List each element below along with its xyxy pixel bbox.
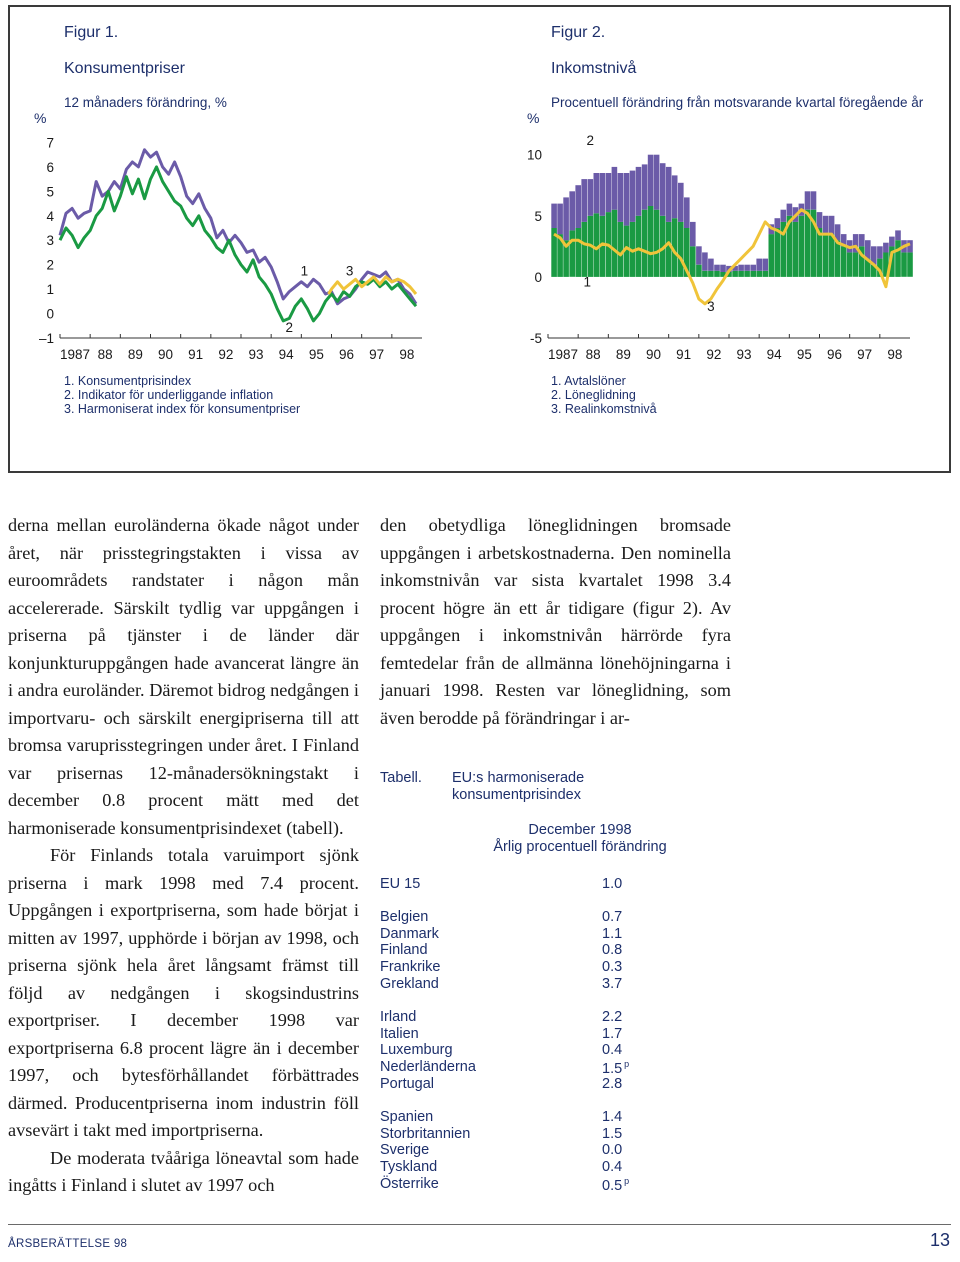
country-name: Portugal xyxy=(380,1075,435,1092)
legend-item-1: 1. Avtalslöner xyxy=(551,374,626,388)
inflation-value: 0.3 xyxy=(602,959,623,976)
country-name: Danmark xyxy=(380,925,439,942)
x-tick-label: 96 xyxy=(338,347,355,362)
y-tick-label: 4 xyxy=(46,208,54,224)
preliminary-marker: p xyxy=(624,1175,630,1186)
bar-loneglidning xyxy=(907,240,913,252)
x-tick-label: 91 xyxy=(188,347,204,362)
bar-avtalsloner xyxy=(769,234,775,277)
x-tick-label: 98 xyxy=(887,347,903,362)
bar-avtalsloner xyxy=(835,240,841,277)
bar-loneglidning xyxy=(618,173,624,222)
country-name: Finland xyxy=(380,942,428,959)
table-title-line: konsumentprisindex xyxy=(452,786,581,803)
country-name: Belgien xyxy=(380,909,429,925)
country-name: Grekland xyxy=(380,975,439,992)
bar-loneglidning xyxy=(781,210,787,222)
bar-loneglidning xyxy=(865,240,871,258)
body-column-right xyxy=(380,512,731,732)
inflation-value: 0.4 xyxy=(602,1042,623,1059)
bar-avtalsloner xyxy=(642,210,648,277)
figure1-title: Konsumentpriser xyxy=(64,60,185,77)
x-tick-label: 93 xyxy=(736,347,752,362)
country-name: Tyskland xyxy=(380,1159,438,1176)
bar-loneglidning xyxy=(756,259,762,271)
country-name: Österrike xyxy=(380,1175,439,1192)
bar-avtalsloner xyxy=(841,246,847,277)
series-annotation: 3 xyxy=(707,299,715,315)
bar-avtalsloner xyxy=(678,222,684,277)
y-tick-label: –1 xyxy=(38,331,54,346)
y-tick-label: 5 xyxy=(534,208,542,224)
x-tick-label: 92 xyxy=(706,347,722,362)
bar-loneglidning xyxy=(895,230,901,240)
bar-loneglidning xyxy=(648,155,654,206)
series-annotation: 2 xyxy=(586,132,594,148)
inflation-value: 0.5 $^p$ xyxy=(602,1175,630,1194)
y-tick-label: 6 xyxy=(46,159,54,175)
paragraph: derna mellan euroländerna ökade något under året, när prisstegringstakten i vissa av euroområdets randstater i någon mån accelererade. Särskilt tydlig var uppgången i priserna på tjänster i de länder där konjunkturuppgången hade avancerat längre än i andra euroländer. Däremot bidrog nedgången i importvaru- och särskilt energipriserna till att bromsa varuprisstegringen under året. I Finland var prisernas 12-månadersökningstakt i december 0.8 procent mätt med det harmoniserade konsumentprisindexet (tabell). xyxy=(8,515,359,838)
country-name: Luxemburg xyxy=(380,1042,453,1059)
inflation-value: 1.5 xyxy=(602,1125,623,1142)
bar-avtalsloner xyxy=(696,265,702,277)
country-name: Frankrike xyxy=(380,959,441,976)
bar-loneglidning xyxy=(744,265,750,271)
paragraph: De moderata tvååriga löneavtal som hade ingåtts i Finland i slutet av 1997 och xyxy=(8,1147,359,1195)
bar-avtalsloner xyxy=(907,252,913,276)
chart-subtitle: Procentuell förändring från motsvarande kvartal föregående år xyxy=(551,95,924,110)
legend-item-1: 1. Konsumentprisindex xyxy=(64,374,192,388)
bar-loneglidning xyxy=(690,222,696,246)
country-name: Irland xyxy=(380,1009,417,1025)
bar-loneglidning xyxy=(672,175,678,218)
bar-avtalsloner xyxy=(799,216,805,277)
country-name: Storbritannien xyxy=(380,1125,471,1142)
body-column-left xyxy=(8,512,359,1200)
country-name: Italien xyxy=(380,1025,419,1042)
figure2-label: Figur 2. xyxy=(551,24,606,41)
bar-loneglidning xyxy=(877,246,883,258)
series-annotation: 1 xyxy=(300,263,309,279)
legend-item-2: 2. Indikator för underliggande inflation xyxy=(64,388,274,402)
x-tick-label: 1987 xyxy=(59,347,91,362)
legend-item-2: 2. Löneglidning xyxy=(551,388,636,402)
x-tick-label: 90 xyxy=(645,347,662,362)
inflation-value: 0.8 xyxy=(602,942,623,959)
x-tick-label: 89 xyxy=(127,347,143,362)
bar-avtalsloner xyxy=(756,271,762,277)
x-tick-label: 88 xyxy=(585,347,601,362)
bar-loneglidning xyxy=(636,167,642,216)
bar-avtalsloner xyxy=(666,222,672,277)
bar-loneglidning xyxy=(684,197,690,228)
series-annotation: 3 xyxy=(345,263,354,279)
bar-loneglidning xyxy=(630,171,636,222)
bar-avtalsloner xyxy=(636,216,642,277)
footer-publication: ÅRSBERÄTTELSE 98 xyxy=(8,1238,128,1250)
bar-loneglidning xyxy=(787,204,793,216)
bar-avtalsloner xyxy=(847,252,853,276)
bar-avtalsloner xyxy=(750,271,756,277)
bar-loneglidning xyxy=(702,252,708,270)
bar-loneglidning xyxy=(678,183,684,222)
bar-loneglidning xyxy=(660,163,666,216)
preliminary-marker: p xyxy=(624,1059,630,1070)
bar-loneglidning xyxy=(823,216,829,234)
bar-avtalsloner xyxy=(612,210,618,277)
inflation-value: 1.7 xyxy=(602,1025,623,1042)
bar-avtalsloner xyxy=(895,240,901,277)
bar-avtalsloner xyxy=(823,234,829,277)
bar-avtalsloner xyxy=(738,271,744,277)
x-tick-label: 91 xyxy=(676,347,692,362)
bar-avtalsloner xyxy=(581,222,587,277)
page-number: 13 xyxy=(929,1230,950,1250)
paragraph: För Finlands totala varuimport sjönk priserna i mark 1998 med 7.4 procent. Uppgången i exportpriserna, som hade börjat i mitten av 1997, upphörde i början av 1998, och priserna sjönk hela året långsamt främst till följd av nedgången i skogsindustrins exportpriser. I december 1998 var exportpriserna 6.8 procent lägre än i december 1997, och bytesförhållandet förbättrades därmed. Producentpriserna inom industrin föll avsevärt i takt med importpriserna. xyxy=(8,845,359,1140)
bar-avtalsloner xyxy=(714,271,720,277)
bar-avtalsloner xyxy=(708,271,714,277)
bar-avtalsloner xyxy=(744,271,750,277)
bar-avtalsloner xyxy=(793,222,799,277)
bar-loneglidning xyxy=(624,173,630,226)
bar-loneglidning xyxy=(642,164,648,209)
bar-loneglidning xyxy=(883,243,889,253)
x-tick-label: 95 xyxy=(308,347,324,362)
chart-inkomstniva xyxy=(480,0,950,372)
bar-loneglidning xyxy=(817,212,823,228)
bar-loneglidning xyxy=(714,265,720,271)
bar-avtalsloner xyxy=(775,228,781,277)
bar-loneglidning xyxy=(738,265,744,271)
series-annotation: 2 xyxy=(285,319,294,335)
figure1-label: Figur 1. xyxy=(64,24,119,41)
bar-loneglidning xyxy=(829,216,835,234)
bar-loneglidning xyxy=(612,167,618,210)
inflation-value: 1.4 xyxy=(602,1109,623,1125)
bar-avtalsloner xyxy=(762,271,768,277)
bar-loneglidning xyxy=(859,234,865,246)
y-axis-label: % xyxy=(527,110,540,126)
table-header-line: Årlig procentuell förändring xyxy=(493,838,667,855)
y-tick-label: 0 xyxy=(534,269,542,285)
inflation-value: 1.5 $^p$ xyxy=(602,1059,630,1078)
bar-loneglidning xyxy=(811,191,817,209)
x-tick-label: 90 xyxy=(157,347,174,362)
series-annotation: 1 xyxy=(583,274,591,290)
x-tick-label: 96 xyxy=(826,347,843,362)
footer-rule xyxy=(8,1224,951,1225)
table-title-line: EU:s harmoniserade xyxy=(452,770,585,786)
country-name: Spanien xyxy=(380,1109,434,1125)
legend-item-3: 3. Harmoniserat index för konsumentpriser xyxy=(64,402,301,416)
bar-avtalsloner xyxy=(654,210,660,277)
figure2-legend xyxy=(551,374,657,416)
inflation-value: 0.0 xyxy=(602,1142,623,1159)
bar-avtalsloner xyxy=(690,246,696,277)
bar-loneglidning xyxy=(569,191,575,230)
x-tick-label: 97 xyxy=(369,347,385,362)
inflation-value: 2.2 xyxy=(602,1009,623,1025)
figure2-title: Inkomstnivå xyxy=(551,60,637,77)
bar-avtalsloner xyxy=(901,252,907,276)
bar-loneglidning xyxy=(654,155,660,210)
chart-subtitle: 12 månaders förändring, % xyxy=(64,95,227,110)
bar-loneglidning xyxy=(775,218,781,228)
inflation-value: 0.4 xyxy=(602,1159,623,1176)
bar-loneglidning xyxy=(563,197,569,240)
bar-avtalsloner xyxy=(618,222,624,277)
x-tick-label: 89 xyxy=(615,347,631,362)
bar-loneglidning xyxy=(666,167,672,222)
y-tick-label: 3 xyxy=(46,233,54,249)
inflation-value: 2.8 xyxy=(602,1075,623,1092)
bar-loneglidning xyxy=(696,246,702,264)
bar-loneglidning xyxy=(581,179,587,222)
y-tick-label: 2 xyxy=(46,257,54,273)
bar-loneglidning xyxy=(557,204,563,235)
inflation-value: 1.1 xyxy=(602,925,623,942)
bar-loneglidning xyxy=(720,265,726,272)
inflation-value: 0.7 xyxy=(602,909,623,925)
x-tick-label: 93 xyxy=(248,347,264,362)
x-tick-label: 92 xyxy=(218,347,234,362)
bar-avtalsloner xyxy=(648,206,654,277)
x-tick-label: 97 xyxy=(857,347,873,362)
bar-loneglidning xyxy=(750,265,756,271)
legend-item-3: 3. Realinkomstnivå xyxy=(551,402,657,416)
y-tick-label: 7 xyxy=(46,135,54,151)
x-tick-label: 94 xyxy=(278,347,294,362)
bar-loneglidning xyxy=(600,173,606,216)
figure1-legend xyxy=(64,374,300,416)
bar-avtalsloner xyxy=(702,271,708,277)
bar-avtalsloner xyxy=(569,230,575,276)
bar-loneglidning xyxy=(575,185,581,228)
x-tick-label: 98 xyxy=(399,347,415,362)
x-tick-label: 88 xyxy=(97,347,113,362)
bar-loneglidning xyxy=(889,237,895,247)
bar-avtalsloner xyxy=(853,252,859,276)
country-name: Sverige xyxy=(380,1142,430,1159)
y-axis-label: % xyxy=(34,110,47,126)
x-tick-label: 94 xyxy=(766,347,782,362)
bar-avtalsloner xyxy=(594,213,600,277)
bar-loneglidning xyxy=(708,259,714,271)
bar-avtalsloner xyxy=(575,228,581,277)
y-tick-label: 10 xyxy=(526,147,542,163)
series-line-2 xyxy=(60,167,416,321)
inflation-value: 3.7 xyxy=(602,975,623,992)
paragraph: den obetydliga löneglidningen bromsade uppgången i arbetskostnaderna. Den nominella inkomstnivån var sista kvartalet 1998 3.4 procent högre än ett år tidigare (figur 2). Av uppgången i inkomstnivån härrörde fyra femtedelar från de allmänna lönehöjningarna i januari 1998. Resten var löneglidning, som även berodde på förändringar i ar- xyxy=(380,515,731,728)
table-label: Tabell. xyxy=(380,770,422,786)
country-name: EU 15 xyxy=(380,876,421,892)
bar-loneglidning xyxy=(762,259,768,271)
bar-loneglidning xyxy=(606,173,612,212)
chart-konsumentpriser xyxy=(0,0,480,372)
inflation-value: 1.0 xyxy=(602,876,623,892)
y-tick-label: 1 xyxy=(46,282,54,298)
bar-loneglidning xyxy=(551,204,557,228)
table-header-line: December 1998 xyxy=(528,822,632,838)
x-tick-label: 1987 xyxy=(547,347,579,362)
country-name: Nederländerna xyxy=(380,1059,476,1076)
bar-loneglidning xyxy=(805,191,811,209)
y-tick-label: 0 xyxy=(46,306,54,322)
x-tick-label: 95 xyxy=(796,347,812,362)
bar-avtalsloner xyxy=(829,234,835,277)
bar-loneglidning xyxy=(588,179,594,216)
bar-avtalsloner xyxy=(805,210,811,277)
table-title xyxy=(452,770,584,803)
table-header xyxy=(380,822,780,855)
bar-loneglidning xyxy=(594,173,600,213)
y-tick-label: 5 xyxy=(46,184,54,200)
bar-avtalsloner xyxy=(732,271,738,277)
y-tick-label: -5 xyxy=(529,331,542,346)
